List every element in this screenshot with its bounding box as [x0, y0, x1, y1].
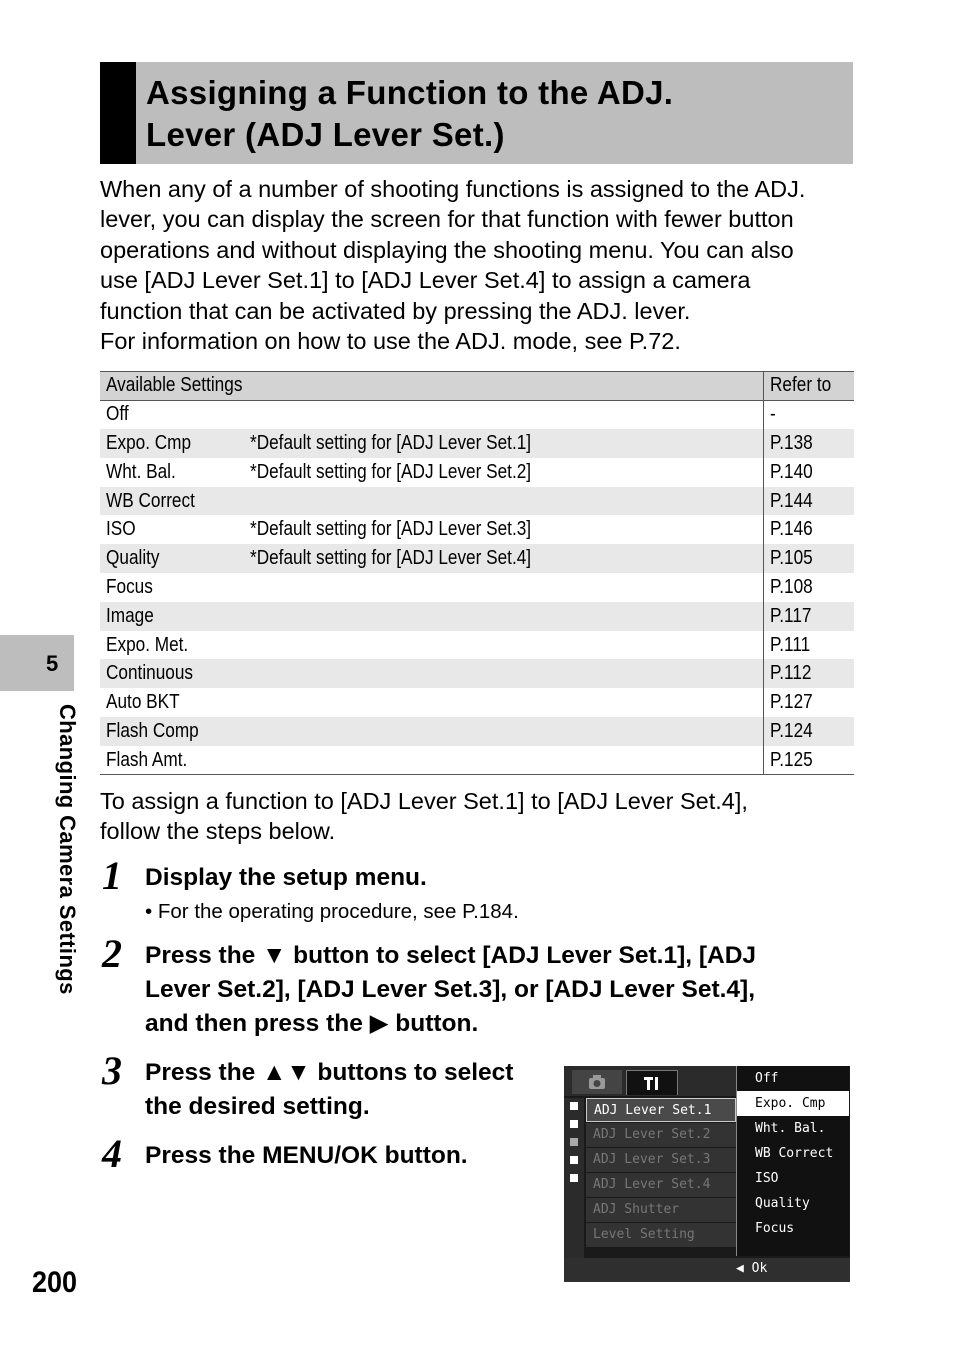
menu-page-marker	[570, 1138, 578, 1146]
setting-reference: P.108	[763, 573, 854, 602]
step-1-note: • For the operating procedure, see P.184.	[145, 900, 519, 923]
camera-menu-sidebar	[564, 1098, 584, 1258]
setting-note	[244, 602, 763, 631]
step-3-text: Press the ▲▼ buttons to select the desired setting.	[145, 1059, 514, 1120]
step-3-number: 3	[102, 1048, 122, 1093]
setting-reference: P.125	[763, 746, 854, 775]
page-number: 200	[32, 1266, 78, 1299]
camera-option-item: Off	[755, 1071, 779, 1086]
camera-menu-item: ADJ Lever Set.4	[586, 1173, 736, 1197]
section-title-box	[100, 62, 853, 164]
setting-note	[244, 746, 763, 775]
title-accent-bar	[100, 62, 136, 164]
camera-menu-item: ADJ Lever Set.1	[586, 1098, 736, 1122]
header-available-settings: Available Settings	[100, 372, 763, 401]
camera-menu-item: ADJ Lever Set.3	[586, 1148, 736, 1172]
setting-note	[244, 400, 763, 429]
menu-page-marker	[570, 1102, 578, 1110]
ok-hint: ◀ Ok	[736, 1261, 768, 1276]
table-header-row	[100, 372, 854, 401]
camera-option-item: Quality	[755, 1196, 810, 1211]
section-title: Assigning a Function to the ADJ. Lever (ADJ Lever Set.)	[146, 74, 674, 153]
setting-note: *Default setting for [ADJ Lever Set.3]	[250, 518, 532, 541]
setting-name: Flash Comp	[100, 717, 244, 746]
step-4-text: Press the MENU/OK button.	[145, 1142, 468, 1169]
setting-name: Expo. Met.	[106, 633, 189, 656]
table-row	[100, 602, 854, 631]
setting-name: Focus	[106, 575, 153, 598]
setting-name: Expo. Cmp	[100, 429, 244, 458]
setting-reference: P.105	[763, 544, 854, 573]
menu-page-marker	[570, 1156, 578, 1164]
setting-name: ISO	[106, 518, 136, 541]
setup-wrench-icon	[626, 1070, 678, 1095]
table-row	[100, 429, 854, 458]
setting-name: WB Correct	[100, 487, 244, 516]
setting-note	[244, 688, 763, 717]
table-row	[100, 659, 854, 688]
camera-options-list	[736, 1066, 849, 1256]
table-row	[100, 400, 854, 429]
setting-name: Wht. Bal.	[106, 460, 176, 483]
camera-footer	[564, 1258, 850, 1282]
setting-note: *Default setting for [ADJ Lever Set.4]	[244, 544, 763, 573]
setting-note: *Default setting for [ADJ Lever Set.1]	[244, 429, 763, 458]
setting-name: Image	[100, 602, 244, 631]
table-row	[100, 458, 854, 487]
setting-note	[244, 573, 763, 602]
steps-intro: To assign a function to [ADJ Lever Set.1] to [ADJ Lever Set.4], follow the steps below.	[100, 788, 748, 845]
camera-menu-tabs	[564, 1066, 736, 1096]
camera-menu-item: Level Setting	[586, 1223, 736, 1247]
setting-note	[244, 659, 763, 688]
setting-name: Quality	[100, 544, 244, 573]
setting-reference: P.124	[763, 717, 854, 746]
setting-reference: P.146	[763, 515, 854, 544]
setting-name: Continuous	[100, 659, 244, 688]
camera-option-item: Wht. Bal.	[755, 1121, 826, 1136]
table-row	[100, 487, 854, 516]
setting-reference: P.140	[763, 458, 854, 487]
setting-note	[244, 631, 763, 660]
setting-reference: P.127	[763, 688, 854, 717]
setting-reference: P.138	[763, 429, 854, 458]
table-row	[100, 544, 854, 573]
header-refer-to: Refer to	[763, 372, 854, 401]
setting-note	[244, 487, 763, 516]
step-1-number: 1	[102, 853, 122, 898]
camera-option-item: Expo. Cmp	[737, 1091, 849, 1116]
setting-reference: P.144	[763, 487, 854, 516]
setting-reference: -	[763, 400, 854, 429]
setting-reference: P.117	[763, 602, 854, 631]
table-row	[100, 515, 854, 544]
setting-name: Flash Amt.	[100, 746, 244, 775]
camera-option-item: ISO	[755, 1171, 779, 1186]
camera-option-item: WB Correct	[755, 1146, 834, 1161]
setting-note	[244, 717, 763, 746]
step-2-number: 2	[102, 931, 122, 976]
setting-reference: P.111	[763, 631, 854, 660]
table-row	[100, 631, 854, 660]
camera-menu-item: ADJ Shutter	[586, 1198, 736, 1222]
step-1-text: Display the setup menu.	[145, 864, 427, 891]
camera-screen-image	[564, 1066, 850, 1282]
available-settings-table	[100, 371, 854, 775]
table-row	[100, 746, 854, 775]
table-row	[100, 688, 854, 717]
menu-page-marker	[570, 1174, 578, 1182]
step-4-number: 4	[102, 1131, 122, 1176]
intro-paragraph: When any of a number of shooting functions is assigned to the ADJ. lever, you can display the screen for that function with fewer button operations and without displaying the shooting menu. You can also use [ADJ Lever Set.1] to [ADJ Lever Set.4] to assign a camera function that can be activated by pressing the ADJ. lever. For information on how to use the ADJ. mode, see P.72.	[100, 176, 806, 355]
chapter-label: Changing Camera Settings	[55, 704, 80, 995]
chapter-number: 5	[46, 651, 59, 676]
setting-name: Auto BKT	[106, 691, 180, 714]
setting-note: *Default setting for [ADJ Lever Set.2]	[250, 460, 532, 483]
camera-menu-list	[586, 1098, 736, 1248]
camera-icon	[572, 1070, 622, 1094]
table-row	[100, 717, 854, 746]
camera-menu-item: ADJ Lever Set.2	[586, 1123, 736, 1147]
setting-reference: P.112	[763, 659, 854, 688]
table-row	[100, 573, 854, 602]
camera-option-item: Focus	[755, 1221, 795, 1236]
menu-page-marker	[570, 1120, 578, 1128]
chapter-tab	[0, 635, 74, 691]
step-2-text: Press the ▼ button to select [ADJ Lever Set.1], [ADJ Lever Set.2], [ADJ Lever Set.3], or [ADJ Lever Set.4], and then press the ▶ button.	[145, 942, 757, 1037]
setting-name: Off	[106, 403, 129, 426]
